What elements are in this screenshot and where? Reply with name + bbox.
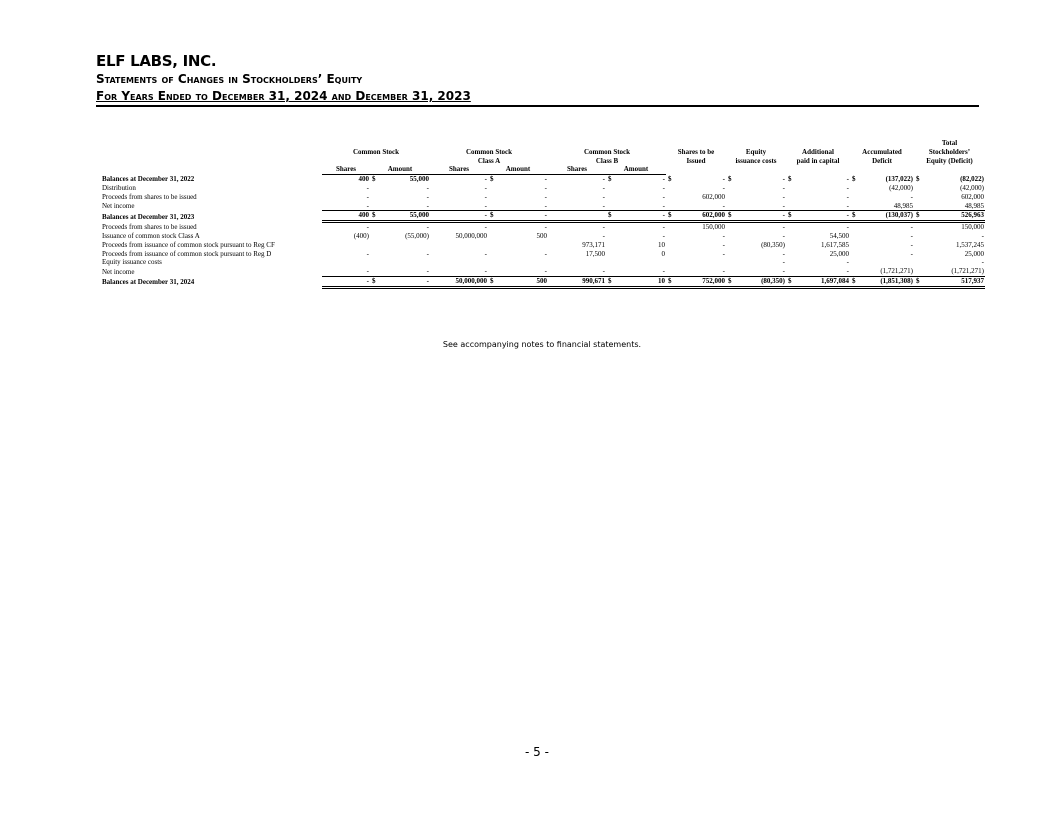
- cell-eq: -: [738, 211, 786, 222]
- cell-a_am: [500, 241, 548, 250]
- cell-ad: -: [910, 231, 913, 240]
- equity-table-wrapper: [102, 139, 985, 289]
- cell-b_d: [606, 193, 618, 202]
- cell-ap_d: [786, 193, 798, 202]
- cell-cs_am: -: [426, 192, 429, 201]
- cell-eq: (80,350): [738, 276, 786, 287]
- cell-a_d: [488, 250, 500, 259]
- cell-a_d: [488, 267, 500, 276]
- cell-tot_d: [914, 250, 926, 259]
- cell-b_am: -: [662, 223, 665, 232]
- col-apic-header-2: paid in capital: [796, 156, 840, 165]
- cell-eq_d: [726, 184, 738, 193]
- cell-cs_am: [382, 241, 430, 250]
- row-label: Proceeds from issuance of common stock pursuant to Reg D: [102, 249, 272, 258]
- cell-cs_am: -: [382, 202, 430, 211]
- cell-ad: (1,721,271): [862, 267, 914, 276]
- cell-ap: -: [798, 202, 850, 211]
- cell-tot: 517,937: [926, 276, 985, 287]
- cell-cs_sh: [322, 258, 370, 267]
- statement-title: Statements of Changes in Stockholders’ Equity: [96, 72, 363, 86]
- cell-ad: -: [910, 223, 913, 232]
- cell-eq_d: [726, 258, 738, 267]
- cell-tb: -: [722, 249, 725, 258]
- cell-b_am: -: [662, 175, 665, 184]
- cell-tb_d: $: [666, 211, 678, 222]
- cell-cs_d: [370, 258, 382, 267]
- cell-ad_d: $: [852, 175, 856, 184]
- cell-a_d: [488, 193, 500, 202]
- cell-ap_d: [786, 267, 798, 276]
- cell-ad_d: $: [850, 276, 862, 287]
- cell-ad_d: [850, 184, 862, 193]
- cell-ad: (42,000): [889, 183, 913, 192]
- header-rule: [96, 105, 979, 107]
- col-to-be-issued-header-2: Issued: [686, 156, 706, 165]
- cell-a_am: -: [544, 249, 547, 258]
- cell-eq: -: [782, 192, 785, 201]
- cell-cs_am: -: [426, 223, 429, 232]
- cell-ad_d: [850, 267, 862, 276]
- cell-b_d: [606, 184, 618, 193]
- cell-eq_d: [726, 241, 738, 250]
- table-row: [102, 232, 985, 241]
- cell-eq: -: [738, 267, 786, 276]
- cell-ad_d: [850, 232, 862, 241]
- col-class-b-header-2: Class B: [595, 156, 619, 165]
- cell-cs_am: -: [382, 276, 430, 287]
- cell-tot_d: $: [916, 175, 920, 184]
- cell-ad_d: [850, 202, 862, 211]
- cell-b_sh: -: [602, 231, 605, 240]
- cell-tot_d: [914, 184, 926, 193]
- cell-cs_d: $: [370, 211, 382, 222]
- cell-a_d: [488, 258, 500, 267]
- cell-ap: -: [846, 223, 849, 232]
- col-deficit-header-2: Deficit: [872, 156, 892, 165]
- col-shares: Shares: [322, 165, 370, 174]
- col-shares: Shares: [430, 165, 488, 174]
- cell-b_sh: -: [548, 267, 606, 276]
- cell-b_sh: [548, 258, 606, 267]
- cell-ad: -: [910, 249, 913, 258]
- cell-eq: -: [782, 258, 785, 267]
- cell-eq_d: [726, 202, 738, 211]
- cell-tot: -: [981, 258, 984, 267]
- cell-tb_d: [666, 222, 678, 232]
- cell-ap_d: [786, 232, 798, 241]
- cell-a_am: -: [544, 192, 547, 201]
- cell-eq: -: [782, 223, 785, 232]
- cell-a_sh: 50,000,000: [430, 276, 488, 287]
- cell-tot: 602,000: [961, 192, 984, 201]
- cell-ad: (137,022): [885, 175, 913, 184]
- cell-tb_d: [666, 267, 678, 276]
- table-row: [102, 175, 985, 184]
- cell-cs_d: $: [372, 175, 376, 184]
- cell-cs_d: [370, 232, 382, 241]
- cell-tb_d: $: [666, 276, 678, 287]
- cell-cs_am: 55,000: [409, 175, 429, 184]
- cell-eq_d: [726, 232, 738, 241]
- row-label: Proceeds from shares to be issued: [102, 223, 197, 232]
- cell-tb: 150,000: [702, 223, 725, 232]
- cell-a_sh: -: [430, 202, 488, 211]
- cell-eq: -: [782, 175, 785, 184]
- cell-eq_d: $: [728, 175, 732, 184]
- cell-ap_d: [786, 202, 798, 211]
- cell-ap: 54,500: [829, 231, 849, 240]
- row-label: Balances at December 31, 2023: [102, 212, 195, 221]
- cell-cs_sh: -: [322, 267, 370, 276]
- cell-ad_d: $: [850, 211, 862, 222]
- cell-ad: -: [910, 192, 913, 201]
- cell-eq_d: $: [726, 276, 738, 287]
- cell-cs_d: [370, 267, 382, 276]
- cell-ap: -: [846, 183, 849, 192]
- cell-b_sh: -: [602, 223, 605, 232]
- cell-cs_sh: -: [366, 192, 369, 201]
- col-total-header-1: Total: [941, 139, 958, 147]
- cell-b_am: -: [618, 267, 666, 276]
- cell-tb_d: [666, 258, 678, 267]
- cell-a_am: -: [544, 183, 547, 192]
- table-row: [102, 250, 985, 259]
- table-row: [102, 276, 985, 287]
- cell-ap_d: $: [786, 276, 798, 287]
- cell-cs_am: -: [426, 183, 429, 192]
- cell-cs_am: -: [426, 249, 429, 258]
- row-label: Balances at December 31, 2024: [102, 278, 195, 287]
- cell-b_d: [606, 267, 618, 276]
- cell-eq_d: [726, 267, 738, 276]
- cell-ap: -: [846, 175, 849, 184]
- cell-tot: -: [981, 231, 984, 240]
- cell-cs_sh: 400: [358, 175, 369, 184]
- cell-tb: -: [678, 267, 726, 276]
- company-name: ELF LABS, INC.: [96, 52, 217, 70]
- row-label: Proceeds from issuance of common stock pursuant to Reg CF: [102, 240, 275, 249]
- cell-eq: -: [782, 183, 785, 192]
- col-apic-header-1: Additional: [802, 147, 834, 156]
- cell-tot_d: [914, 193, 926, 202]
- cell-a_sh: 50,000,000: [455, 231, 487, 240]
- cell-a_sh: -: [484, 223, 487, 232]
- cell-b_sh: -: [602, 192, 605, 201]
- cell-a_sh: [430, 241, 488, 250]
- cell-eq: -: [782, 231, 785, 240]
- cell-tb: -: [722, 175, 725, 184]
- cell-b_d: [606, 258, 618, 267]
- col-deficit-header-1: Accumulated: [862, 147, 902, 156]
- col-total-header-3: Equity (Deficit): [926, 156, 973, 165]
- cell-a_sh: -: [430, 211, 488, 222]
- row-label: Proceeds from shares to be issued: [102, 192, 197, 201]
- cell-tb_d: [666, 250, 678, 259]
- cell-ad: -: [910, 240, 913, 249]
- cell-cs_d: [370, 222, 382, 232]
- cell-tot: (1,721,271): [926, 267, 985, 276]
- cell-b_d: [606, 222, 618, 232]
- cell-b_am: -: [662, 231, 665, 240]
- cell-b_sh: -: [602, 175, 605, 184]
- cell-a_d: [488, 232, 500, 241]
- cell-ad_d: [850, 222, 862, 232]
- cell-b_am: -: [618, 211, 666, 222]
- footnote: See accompanying notes to financial statements.: [442, 340, 642, 349]
- cell-ap: 25,000: [829, 249, 849, 258]
- cell-tb: 602,000: [678, 211, 726, 222]
- cell-ap: 1,617,585: [821, 240, 849, 249]
- cell-cs_d: [370, 193, 382, 202]
- cell-b_sh: 973,171: [582, 240, 605, 249]
- col-common-stock: Common Stock: [352, 147, 400, 156]
- cell-eq: (80,350): [761, 240, 785, 249]
- cell-ad_d: [850, 193, 862, 202]
- cell-b_d: $: [606, 276, 618, 287]
- cell-eq_d: [726, 250, 738, 259]
- cell-b_am: -: [618, 202, 666, 211]
- table-body: [102, 175, 985, 288]
- cell-tot: (82,022): [960, 175, 984, 184]
- cell-eq_d: [726, 222, 738, 232]
- cell-a_am: -: [544, 223, 547, 232]
- cell-tot: 25,000: [964, 249, 984, 258]
- cell-tot: (42,000): [960, 183, 984, 192]
- cell-tb: -: [678, 202, 726, 211]
- cell-a_d: [488, 202, 500, 211]
- cell-tb: -: [722, 183, 725, 192]
- col-class-a-header-1: Common Stock: [465, 147, 513, 156]
- cell-cs_sh: -: [366, 183, 369, 192]
- cell-cs_sh: -: [366, 249, 369, 258]
- col-amount: Amount: [606, 165, 666, 174]
- page-number: - 5 -: [525, 745, 549, 759]
- cell-ap_d: [786, 184, 798, 193]
- row-label: Balances at December 31, 2022: [102, 175, 195, 184]
- row-label: Net income: [102, 267, 135, 276]
- cell-tot_d: [914, 267, 926, 276]
- cell-ad_d: [850, 258, 862, 267]
- cell-cs_am: [382, 258, 430, 267]
- col-equity-costs-header-1: Equity: [745, 147, 767, 156]
- cell-tot_d: [914, 202, 926, 211]
- cell-a_sh: -: [484, 175, 487, 184]
- cell-b_sh: 17,500: [585, 249, 605, 258]
- cell-ad: (1,851,308): [862, 276, 914, 287]
- cell-ad: [862, 258, 914, 267]
- cell-tb: [678, 258, 726, 267]
- row-label: Issuance of common stock Class A: [102, 231, 200, 240]
- col-amount: Amount: [488, 165, 548, 174]
- table-row: [102, 202, 985, 211]
- cell-tb: 752,000: [678, 276, 726, 287]
- cell-a_sh: -: [484, 183, 487, 192]
- cell-b_d: [606, 250, 618, 259]
- cell-a_d: [488, 222, 500, 232]
- col-class-b-header-1: Common Stock: [583, 147, 631, 156]
- cell-cs_am: -: [382, 267, 430, 276]
- cell-a_am: [500, 258, 548, 267]
- cell-ap_d: [786, 250, 798, 259]
- cell-b_d: [606, 232, 618, 241]
- cell-ap: -: [846, 192, 849, 201]
- cell-tot: 526,963: [926, 211, 985, 222]
- cell-ad: 48,985: [862, 202, 914, 211]
- cell-eq: -: [782, 249, 785, 258]
- cell-a_am: -: [544, 175, 547, 184]
- cell-cs_sh: (400): [353, 231, 369, 240]
- cell-ap_d: [786, 241, 798, 250]
- cell-ap_d: [786, 258, 798, 267]
- cell-a_d: $: [490, 175, 494, 184]
- cell-tb_d: [666, 241, 678, 250]
- cell-b_am: 0: [661, 249, 665, 258]
- cell-tot_d: $: [914, 211, 926, 222]
- cell-b_sh: [548, 211, 606, 222]
- cell-a_sh: -: [484, 249, 487, 258]
- cell-tb_d: [666, 184, 678, 193]
- table-row: [102, 222, 985, 232]
- cell-b_am: -: [662, 192, 665, 201]
- header-row-3: [102, 157, 985, 166]
- cell-a_d: [488, 184, 500, 193]
- cell-ap_d: $: [788, 175, 792, 184]
- cell-tb: -: [722, 231, 725, 240]
- col-class-a-header-2: Class A: [477, 156, 501, 165]
- row-label: Distribution: [102, 183, 136, 192]
- cell-b_d: [606, 241, 618, 250]
- cell-cs_d: [370, 241, 382, 250]
- cell-eq: -: [738, 202, 786, 211]
- cell-cs_d: $: [370, 276, 382, 287]
- cell-tb: -: [722, 240, 725, 249]
- header-row-2: [102, 148, 985, 157]
- cell-tot: 48,985: [926, 202, 985, 211]
- cell-cs_sh: 400: [322, 211, 370, 222]
- cell-cs_sh: [322, 241, 370, 250]
- cell-ap_d: [786, 222, 798, 232]
- cell-tot_d: $: [914, 276, 926, 287]
- cell-a_am: -: [500, 202, 548, 211]
- cell-cs_sh: -: [366, 223, 369, 232]
- cell-a_am: 500: [536, 231, 547, 240]
- row-label: Equity issuance costs: [102, 258, 162, 267]
- cell-a_d: [488, 241, 500, 250]
- cell-ad_d: [850, 241, 862, 250]
- cell-cs_am: 55,000: [382, 211, 430, 222]
- header-row-1: [102, 139, 985, 148]
- col-amount: Amount: [370, 165, 430, 174]
- cell-tb_d: [666, 202, 678, 211]
- cell-eq_d: $: [726, 211, 738, 222]
- equity-table: [102, 139, 985, 289]
- cell-b_am: -: [662, 183, 665, 192]
- cell-b_am: 10: [618, 276, 666, 287]
- cell-b_sh: 990,671: [548, 276, 606, 287]
- table-row: [102, 241, 985, 250]
- col-equity-costs-header-2: issuance costs: [735, 156, 777, 165]
- cell-a_sh: -: [430, 267, 488, 276]
- cell-tb_d: $: [668, 175, 672, 184]
- cell-tot_d: [914, 232, 926, 241]
- cell-tot: 1,537,245: [956, 240, 984, 249]
- cell-b_am: [618, 258, 666, 267]
- cell-b_sh: -: [548, 202, 606, 211]
- cell-a_am: 500: [500, 276, 548, 287]
- cell-a_am: -: [500, 211, 548, 222]
- col-shares: Shares: [548, 165, 606, 174]
- cell-eq_d: [726, 193, 738, 202]
- cell-a_sh: [430, 258, 488, 267]
- cell-a_am: -: [500, 267, 548, 276]
- cell-cs_d: [370, 184, 382, 193]
- table-row: [102, 211, 985, 222]
- cell-tot_d: [914, 258, 926, 267]
- cell-b_am: 10: [658, 240, 665, 249]
- cell-tot_d: [914, 241, 926, 250]
- cell-ap: 1,697,084: [798, 276, 850, 287]
- cell-b_sh: -: [602, 183, 605, 192]
- cell-tb: 602,000: [702, 192, 725, 201]
- cell-a_d: $: [488, 276, 500, 287]
- cell-a_d: $: [488, 211, 500, 222]
- cell-ap: -: [846, 258, 849, 267]
- cell-tot: 150,000: [961, 223, 984, 232]
- table-row: [102, 258, 985, 267]
- cell-tb_d: [666, 232, 678, 241]
- table-row: [102, 193, 985, 202]
- cell-ad_d: [850, 250, 862, 259]
- cell-cs_d: [370, 250, 382, 259]
- col-total-header-2: Stockholders’: [928, 147, 971, 156]
- cell-ad: (130,037): [862, 211, 914, 222]
- cell-b_d: $: [608, 175, 612, 184]
- header-row-4: [102, 165, 985, 174]
- table-row: [102, 184, 985, 193]
- cell-b_d: [606, 202, 618, 211]
- cell-a_sh: -: [484, 192, 487, 201]
- cell-cs_sh: -: [322, 202, 370, 211]
- table-row: [102, 267, 985, 276]
- cell-ap_d: $: [786, 211, 798, 222]
- cell-ap: -: [798, 267, 850, 276]
- cell-ap: -: [798, 211, 850, 222]
- cell-tot_d: [914, 222, 926, 232]
- row-label: Net income: [102, 202, 135, 211]
- cell-cs_sh: -: [322, 276, 370, 287]
- cell-b_d: $: [606, 211, 618, 222]
- statement-period: For Years Ended to December 31, 2024 and December 31, 2023: [96, 89, 471, 103]
- col-to-be-issued-header-1: Shares to be: [677, 147, 715, 156]
- cell-cs_d: [370, 202, 382, 211]
- cell-tb_d: [666, 193, 678, 202]
- cell-cs_am: (55,000): [405, 231, 429, 240]
